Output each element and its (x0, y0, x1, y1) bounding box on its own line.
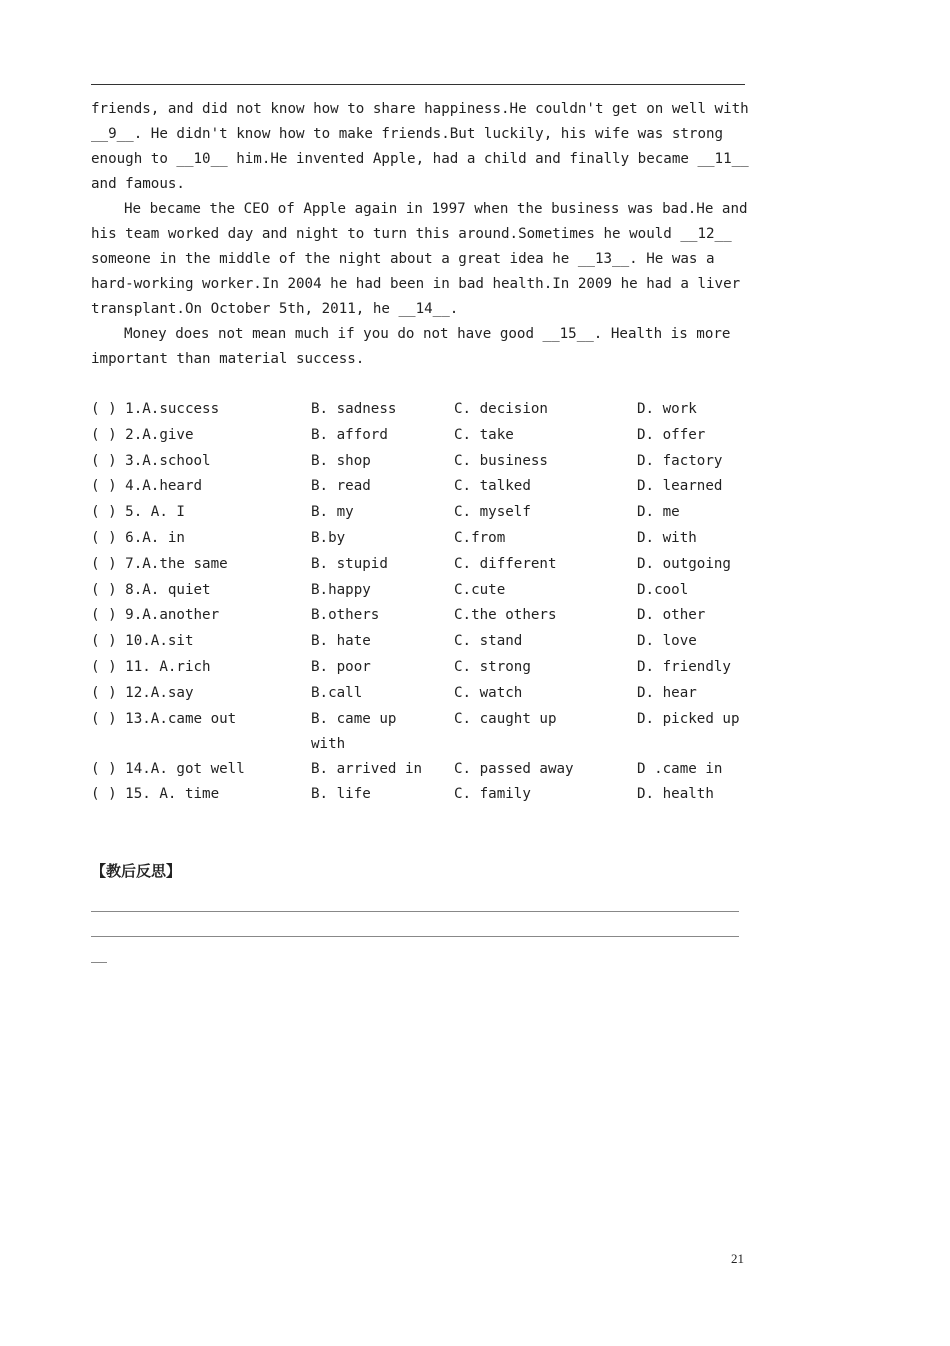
question-row (91, 681, 751, 707)
option-c: C. myself (454, 504, 531, 521)
option-a: ( ) 6.A. in (91, 529, 185, 546)
option-d: D. picked up (637, 710, 740, 727)
passage-paragraph (91, 322, 751, 372)
passage-line: someone in the middle of the night about a great idea he __13__. He was a (91, 251, 715, 267)
question-row (91, 397, 751, 423)
option-a: ( ) 9.A.another (91, 607, 220, 624)
option-a: ( ) 1.A.success (91, 401, 220, 417)
option-b: B. afford (311, 426, 388, 443)
option-d: D. friendly (637, 658, 731, 675)
passage-line: and famous. (91, 176, 185, 192)
option-a: ( ) 13.A.came out (91, 710, 237, 727)
option-a: ( ) 3.A.school (91, 452, 211, 469)
question-row (91, 757, 751, 783)
question-row (91, 655, 751, 681)
option-d: D. with (637, 529, 697, 546)
option-a: ( ) 5. A. I (91, 504, 185, 521)
passage-line: hard-working worker.In 2004 he had been in bad health.In 2009 he had a liver (91, 276, 741, 292)
option-a: ( ) 7.A.the same (91, 555, 228, 572)
question-row (91, 500, 751, 526)
option-b: B. came up with (311, 710, 397, 752)
option-c: C. different (454, 555, 557, 572)
question-row (91, 449, 751, 475)
option-b: B. my (311, 504, 354, 521)
option-b: B.by (311, 529, 346, 546)
option-c: C. passed away (454, 760, 574, 777)
page-number: 21 (731, 1251, 744, 1266)
option-b: B. shop (311, 452, 371, 469)
passage-paragraph (91, 97, 751, 197)
option-d: D. me (637, 504, 680, 521)
question-row (91, 707, 751, 757)
passage-paragraph (91, 197, 751, 322)
top-rule (91, 84, 745, 85)
option-a: ( ) 10.A.sit (91, 633, 194, 650)
option-d: D. hear (637, 684, 697, 701)
option-a: ( ) 14.A. got well (91, 760, 245, 777)
option-c: C. talked (454, 478, 531, 495)
passage-line: enough to __10__ him.He invented Apple, had a child and finally became __11__ (91, 151, 749, 167)
option-c: C. stand (454, 633, 523, 650)
option-c: C.cute (454, 581, 506, 598)
option-c: C. take (454, 426, 514, 443)
reflection-line-end (91, 962, 107, 963)
passage-line: friends, and did not know how to share happiness.He couldn't get on well with (91, 101, 749, 117)
option-d: D. love (637, 633, 697, 650)
option-b: B. hate (311, 633, 371, 650)
passage-line: Money does not mean much if you do not have good __15__. Health is more (124, 326, 731, 342)
question-row (91, 552, 751, 578)
question-list (91, 397, 751, 808)
option-a: ( ) 2.A.give (91, 426, 194, 443)
option-b: B. arrived in (311, 760, 423, 777)
question-row (91, 526, 751, 552)
passage-line: He became the CEO of Apple again in 1997 when the business was bad.He and (124, 201, 748, 217)
option-b: B.others (311, 607, 380, 624)
reflection-title: 【教后反思】 (91, 862, 182, 880)
question-row (91, 603, 751, 629)
question-row (91, 782, 751, 808)
option-c: C.from (454, 529, 506, 546)
option-c: C.the others (454, 607, 557, 624)
option-a: ( ) 4.A.heard (91, 478, 203, 495)
option-c: C. strong (454, 658, 531, 675)
option-a: ( ) 15. A. time (91, 786, 220, 803)
question-row (91, 423, 751, 449)
option-b: B. poor (311, 658, 371, 675)
option-b: B.call (311, 684, 363, 701)
option-a: ( ) 8.A. quiet (91, 581, 211, 598)
option-c: C. family (454, 786, 531, 803)
option-d: D. offer (637, 426, 706, 443)
option-d: D. other (637, 607, 706, 624)
option-d: D. outgoing (637, 555, 731, 572)
question-row (91, 474, 751, 500)
option-c: C. watch (454, 684, 523, 701)
option-d: D. factory (637, 452, 723, 469)
option-b: B. life (311, 786, 371, 803)
passage-line: his team worked day and night to turn this around.Sometimes he would __12__ (91, 226, 732, 242)
option-b: B. stupid (311, 555, 388, 572)
reading-passage (91, 97, 751, 372)
option-c: C. decision (454, 401, 548, 417)
option-d: D .came in (637, 760, 723, 777)
option-b: B.happy (311, 581, 371, 598)
option-d: D. health (637, 786, 714, 803)
option-d: D. work (637, 401, 697, 417)
passage-line: transplant.On October 5th, 2011, he __14__. (91, 301, 459, 317)
passage-line: important than material success. (91, 351, 365, 367)
question-row (91, 629, 751, 655)
reflection-line[interactable] (91, 936, 739, 937)
question-row (91, 578, 751, 604)
reflection-line[interactable] (91, 911, 739, 912)
option-b: B. read (311, 478, 371, 495)
option-d: D.cool (637, 581, 689, 598)
option-d: D. learned (637, 478, 723, 495)
option-a: ( ) 11. A.rich (91, 658, 211, 675)
option-c: C. business (454, 452, 548, 469)
option-b: B. sadness (311, 401, 397, 417)
option-a: ( ) 12.A.say (91, 684, 194, 701)
passage-line: __9__. He didn't know how to make friends.But luckily, his wife was strong (91, 126, 724, 142)
option-c: C. caught up (454, 710, 557, 727)
